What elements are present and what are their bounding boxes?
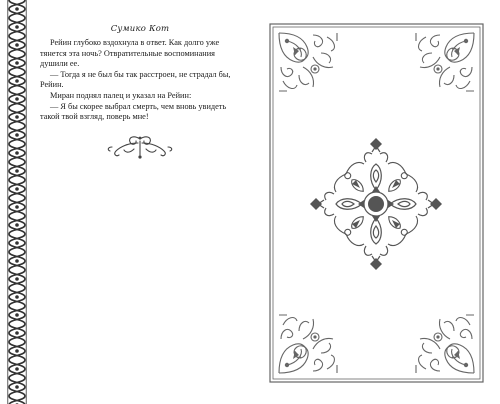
paragraph: Миран поднял палец и указал на Рейин: [50,90,192,100]
left-page [40,0,240,404]
page-text [40,38,240,123]
running-header: Сумико Кот [110,24,170,34]
paragraph: — Тогда я не был бы так расстроен, не страдал бы, Рейин. [40,69,231,90]
paragraph: Рейин глубоко вздохнула в ответ. Как долго уже тянется эта ночь? Отвратительные воспоминания душили ее. [40,38,220,69]
ornamental-frame-icon [269,23,484,383]
mandala-medallion-icon [310,138,442,270]
paragraph: — Я бы скорее выбрал смерть, чем вновь увидеть такой твой взгляд, поверь мне! [40,101,227,122]
knot-border-icon [7,0,27,404]
floral-divider-icon [104,133,176,161]
